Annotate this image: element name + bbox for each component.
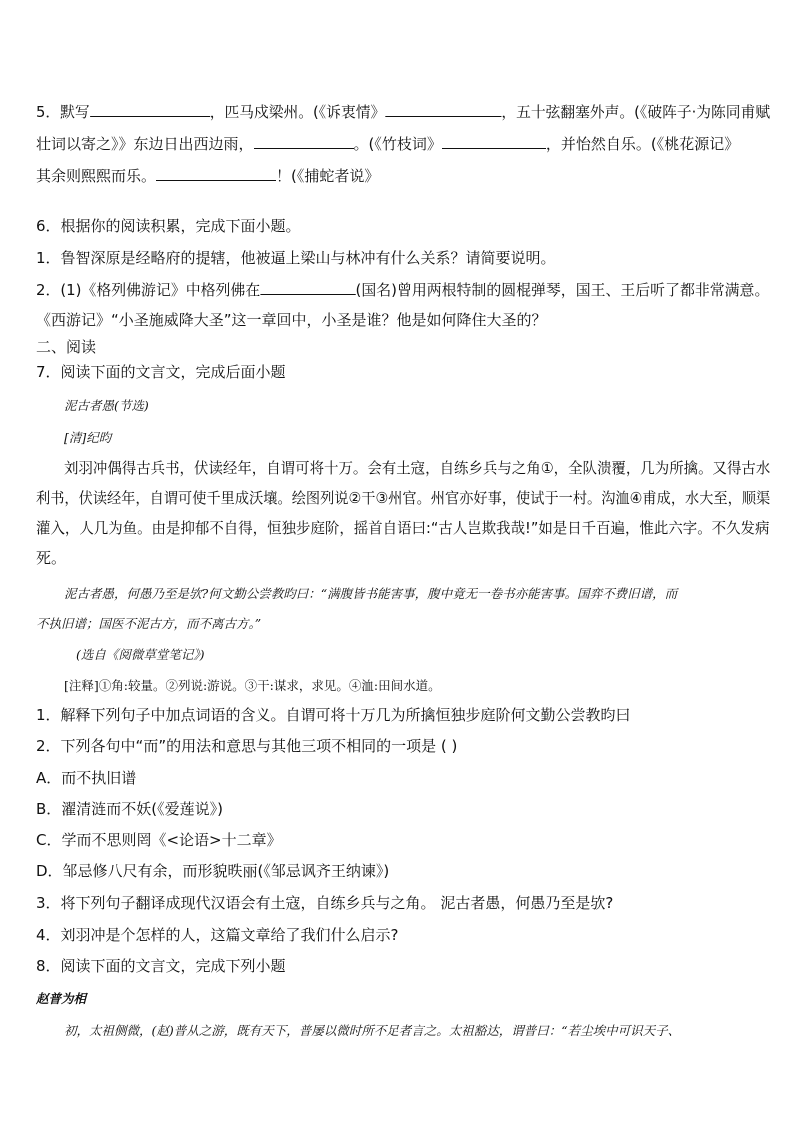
option-c[interactable]: C．学而不思则罔《<论语>十二章》 bbox=[36, 831, 282, 849]
answer-blank[interactable] bbox=[156, 166, 276, 181]
q6-text: 2．(1)《格列佛游记》中格列佛在 bbox=[36, 281, 261, 299]
q5-text: 其余则熙熙而乐。 bbox=[36, 167, 157, 185]
q5-text: ，匹马戍梁州。(《诉衷情》 bbox=[209, 103, 386, 121]
q5-text: ，五十弦翻塞外声。(《破阵子·为陈同甫赋 bbox=[501, 103, 771, 121]
q7-sub-4: 4．刘羽冲是个怎样的人，这篇文章给了我们什么启示? bbox=[36, 926, 399, 944]
passage-title: 赵普为相 bbox=[36, 991, 87, 1006]
passage-title: 泥古者愚(节选) bbox=[64, 398, 149, 413]
passage-author: [清]纪昀 bbox=[64, 430, 112, 445]
passage-line: 利书，伏读经年，自谓可使千里成沃壤。绘图列说②干③州官。州官亦好事，使试于一村。沟洫④甫成，水大至，顺渠 bbox=[36, 489, 771, 507]
passage-line: 不执旧谱；国医不泥古方，而不离古方。” bbox=[36, 616, 262, 631]
option-b[interactable]: B．濯清涟而不妖(《爱莲说》) bbox=[36, 800, 223, 818]
q7-sub-3: 3．将下列句子翻译成现代汉语会有土寇，自练乡兵与之角。 泥古者愚，何愚乃至是欤? bbox=[36, 894, 614, 912]
q6-sub-1: 1．鲁智深原是经略府的提辖，他被逼上梁山与林冲有什么关系？请简要说明。 bbox=[36, 249, 556, 267]
answer-blank[interactable] bbox=[385, 102, 501, 117]
option-d[interactable]: D．邹忌修八尺有余，而形貌昳丽(《邹忌讽齐王纳谏》) bbox=[36, 862, 390, 880]
passage-line: 泥古者愚，何愚乃至是欤?何文勤公尝教昀曰：“满腹皆书能害事，腹中竟无一卷书亦能害事。国弈不费旧谱，而 bbox=[64, 586, 678, 601]
q6-title: 6．根据你的阅读积累，完成下面小题。 bbox=[36, 217, 301, 235]
q6-sub-2-cont: 《西游记》“小圣施威降大圣”这一章回中，小圣是谁？他是如何降住大圣的？ bbox=[36, 311, 547, 329]
answer-blank[interactable] bbox=[90, 102, 210, 117]
answer-blank[interactable] bbox=[254, 134, 354, 149]
q6-sub-2 bbox=[36, 280, 769, 300]
passage-line: 刘羽冲偶得古兵书，伏读经年，自谓可将十万。会有土寇，自练乡兵与之角①，全队溃覆，几为所擒。又得古水 bbox=[64, 459, 771, 477]
q7-sub-2: 2．下列各句中“而”的用法和意思与其他三项不相同的一项是 ( ) bbox=[36, 737, 458, 755]
q5-text: ，并怡然自乐。(《桃花源记》 bbox=[545, 135, 740, 153]
passage-line: 死。 bbox=[36, 549, 67, 567]
q5-text: ！(《捕蛇者说》 bbox=[276, 167, 380, 185]
answer-blank[interactable] bbox=[442, 134, 546, 149]
section-heading: 二、阅读 bbox=[36, 338, 97, 356]
q5-text: 。(《竹枝词》 bbox=[353, 135, 442, 153]
passage-line: 灌入，人几为鱼。由是抑郁不自得，恒独步庭阶，摇首自语曰:“古人岂欺我哉!”如是日千百遍，惟此六字。不久发病 bbox=[36, 519, 770, 537]
passage-line: 初，太祖侧微，(赵)普从之游，既有天下，普屡以微时所不足者言之。太祖豁达，谓普曰：“若尘埃中可识天子、 bbox=[64, 1023, 681, 1038]
q5-line-2 bbox=[36, 134, 739, 154]
option-a[interactable]: A．而不执旧谱 bbox=[36, 769, 137, 787]
q8-title: 8．阅读下面的文言文，完成下列小题 bbox=[36, 957, 286, 975]
passage-notes: [注释]①角:较量。②列说:游说。③干:谋求，求见。④洫:田间水道。 bbox=[64, 678, 441, 693]
q7-title: 7．阅读下面的文言文，完成后面小题 bbox=[36, 363, 286, 381]
passage-source: (选自《阅微草堂笔记》) bbox=[76, 647, 205, 662]
q5-text: 壮词以寄之》》东边日出西边雨， bbox=[36, 135, 254, 153]
answer-blank[interactable] bbox=[260, 280, 355, 295]
q6-text: (国名)曾用两根特制的圆棍弹琴，国王、王后听了都非常满意。 bbox=[355, 281, 770, 299]
q5-line-1 bbox=[36, 102, 770, 122]
q5-text: 5．默写 bbox=[36, 103, 90, 121]
q7-sub-1: 1．解释下列句子中加点词语的含义。自谓可将十万几为所擒恒独步庭阶何文勤公尝教昀曰 bbox=[36, 706, 631, 724]
q5-line-3 bbox=[36, 166, 379, 186]
